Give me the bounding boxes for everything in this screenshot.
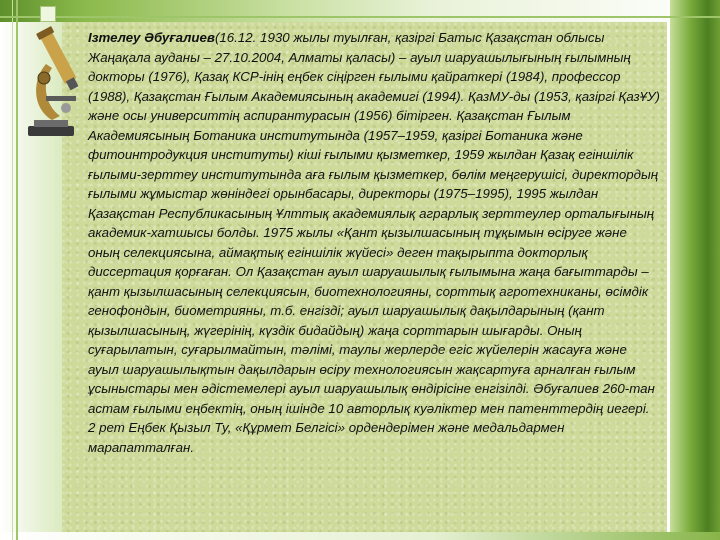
frame-top-border <box>0 0 720 22</box>
frame-bottom-border <box>0 532 720 540</box>
microscope-icon <box>22 22 84 142</box>
frame-divider-line <box>12 0 13 540</box>
biography-text: (16.12. 1930 жылы туылған, қазіргі Батыс Қазақстан облысы Жаңақала ауданы – 27.10.2004, Алматы қаласы) – ауыл шаруашылығының ғылымның докторы (1976), Қазақ КСР-інің еңбек сіңірген ғылыми қайраткері (1984), профессор (1988), Қазақстан Ғылым Академиясының академигі (1994). ҚазМУ-ды (1953, қазіргі ҚазҰУ) және осы университтің аспирантурасын (1956) бітірген. Қазақстан Ғылым Академиясының Ботаника институтында (1957–1959, қазіргі Ботаника және фитоинтродукция институты) кіші ғылыми қызметкер, 1959 жылдан Қазақ егіншілік ғылыми-зерттеу институтында аға ғылым қызметкер, бөлім меңгерушісі, директордың ғылыми жұмыстар жөніндегі орынбасары, директоры (1975–1995), 1995 жылдан Қазақстан Республикасының Ұлттық академиялық аграрлық зерттеулер орталығының академик-хатшысы болды. 1975 жылы «Қант қызылшасының тұқымын өсіруге және оның селекциясына, аймақтық егіншілік жүйесі» деген тақырыпта докторлық диссертация қорғаған. Ол Қазақстан ауыл шаруашылық ғылымына жаңа бағыттарды – қант қызылшасының селекциясын, биотехнологияны, сорттық агротехниканы, өсімдік генофондын, биометрияны, т.б. енгізді; ауыл шаруашылық дақылдарының (қант қызылшасының, жүгерінің, күздік бидайдың) жаңа сорттарын шығарды. Оның суғарылатын, суғарылмайтын, тәлімі, таулы жерлерде егіс жүйелерін жасауға және ауыл шаруашылықтын дақылдарын өсіру технологиясын жақсартуға арналған ғылым ұсыныстары мен әдістемелері ауыл шаруашылық өндірісіне енгізілді. Әбуғалиев 260-тан астам ғылыми еңбектің, оның ішінде 10 авторлық куәліктер мен патенттердің иегері. 2 рет Еңбек Қызыл Ту, «Құрмет Белгісі» ордендерімен және медальдармен марапатталған. <box>88 30 660 455</box>
decorative-square <box>40 6 56 22</box>
frame-right-border <box>670 0 720 540</box>
scientist-name: Ізтелеу Әбуғалиев <box>88 30 215 45</box>
frame-divider-line <box>16 0 18 540</box>
frame-divider-line <box>0 16 720 18</box>
biography-paragraph <box>88 28 660 457</box>
